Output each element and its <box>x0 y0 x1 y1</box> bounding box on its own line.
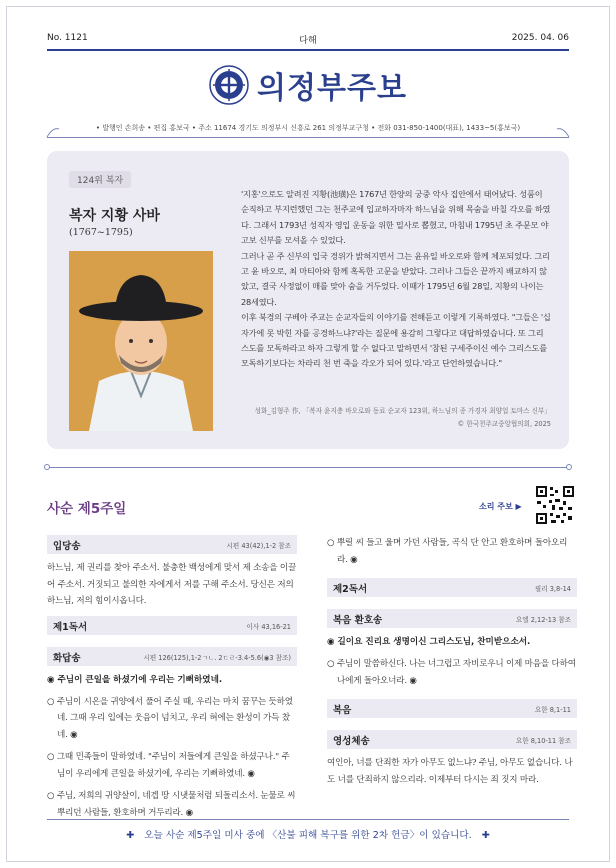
scripture-ref: 필리 3,8-14 <box>534 585 571 593</box>
scripture-ref: 시편 43(42),1-2 참조 <box>226 542 291 550</box>
biography-paragraph: '지홍'으로도 알려진 지황(池璜)은 1767년 한양의 궁중 악사 집안에서 태어났다. 성품이 순직하고 부지런했던 그는 천주교에 입교하자마자 하느님을 위해 목숨을 바칠 각오를 하였다. 그래서 1793년 성직자 영입 운동을 위한 밀사로 뽑혔고, 마침내 1795년 초 주문모 야고보 신부를 모셔올 수 있었다. <box>241 189 551 246</box>
section-label: 화답송 <box>53 652 81 664</box>
issue-number: No. 1121 <box>47 33 88 43</box>
top-rule <box>47 49 569 51</box>
entrance-antiphon-header <box>47 535 297 554</box>
acclamation-verse: ○ 주님이 말씀하신다. 나는 너그럽고 자비로우니 이제 마음을 다하여 나에게 돌아오너라. ◉ <box>327 659 576 686</box>
saint-biography <box>241 187 551 372</box>
biography-paragraph: 그러나 곧 주 신부의 입국 경위가 밝혀지면서 그는 윤유일 바오로와 함께 체포되었다. 그리고 윤 바오로, 최 마티아와 함께 혹독한 고문을 받았다. 그러나 그들은 끝까지 배교하지 않았고, 결국 사정없이 매를 맞아 숨을 거두었다. 이때가 1795년 6월 28일, 지황의 나이는 28세였다. <box>241 250 550 307</box>
psalm-verse: ○ 주님, 저희의 귀양살이, 네겝 땅 시냇물처럼 되돌리소서. 눈물로 씨 뿌리던 사람들, 환호하며 거두리라. ◉ <box>47 791 296 818</box>
saint-tag: 124위 복자 <box>69 171 131 188</box>
collection-notice <box>47 827 569 841</box>
acclamation-response: ◉ 길이요 진리요 생명이신 그리스도님, 찬미받으소서. <box>327 637 531 647</box>
diocese-seal-icon <box>209 65 249 105</box>
section-label: 복음 환호송 <box>333 615 383 626</box>
section-label: 제1독서 <box>53 621 88 633</box>
first-reading-header <box>47 616 297 635</box>
saint-portrait-image <box>69 251 213 431</box>
top-bar <box>47 33 569 49</box>
saint-feature <box>47 151 569 449</box>
publisher-info: • 발행인 손희송 • 편집 홍보국 • 주소 11674 경기도 의정부시 신흥로 261 의정부교구청 • 전화 031-850-1400(대표), 1433~5(홍보국) <box>95 124 521 132</box>
second-reading-header <box>327 578 577 597</box>
liturgy-left-column <box>47 535 297 821</box>
section-label: 입당송 <box>53 541 81 552</box>
psalm-header <box>47 647 297 666</box>
scripture-ref: 이사 43,16-21 <box>246 622 291 631</box>
masthead <box>7 63 609 113</box>
communion-antiphon-text: 여인아, 너를 단죄한 자가 아무도 없느냐? 주님, 아무도 없습니다. 나도 너를 단죄하지 않으리라. 이제부터 다시는 죄 짓지 마라. <box>327 758 573 785</box>
psalm-verse: ○ 주님이 시온을 귀양에서 풀어 주실 때, 우리는 마치 꿈꾸는 듯하였네. 그때 우리 입에는 웃음이 넘치고, 우리 혀에는 환성이 가득 찼네. ◉ <box>47 696 293 740</box>
footer-rule <box>47 819 569 820</box>
section-label: 제2독서 <box>333 584 368 595</box>
liturgy-right-column <box>327 535 577 788</box>
psalm-verse: ○ 그때 민족들이 말하였네. "주님이 저들에게 큰일을 하셨구나." 주님이 우리에게 큰일을 하셨기에, 우리는 기뻐하였네. ◉ <box>47 752 290 779</box>
scripture-ref: 요엘 2,12-13 참조 <box>515 616 571 624</box>
notice-text: 오늘 사순 제5주일 미사 중에 〈산불 피해 복구를 위한 2차 헌금〉이 있습니다. <box>144 830 472 841</box>
saint-name: 복자 지황 사바 <box>69 208 160 224</box>
issue-date: 2025. 04. 06 <box>511 33 569 43</box>
scripture-ref: 요한 8,10-11 참조 <box>515 737 571 745</box>
biography-paragraph: 이후 북경의 구베아 주교는 순교자들의 이야기를 전해듣고 이렇게 기록하였다. "그들은 '십자가에 못 박힌 자를 공경하느냐?'라는 질문에 용감히 그렇다고 대답하였습니다. 또 그리스도를 모독하라고 하자 그렇게 할 수 없다고 말하면서 '참된 구세주이신 예수 그리스도를 모독하기보다는 차라리 천 번 죽을 각오가 되어 있다.'라고 단언하였습니다." <box>241 312 551 369</box>
cross-icon: ✚ <box>481 830 490 841</box>
scripture-ref: 요한 8,1-11 <box>534 706 571 714</box>
qr-code-icon[interactable] <box>535 485 575 525</box>
bulletin-page <box>6 6 610 862</box>
liturgical-year: 다해 <box>299 36 317 46</box>
cross-icon: ✚ <box>126 830 135 841</box>
credit-line: 성화_김형주 作, 「복자 윤지충 바오로와 동료 순교자 123위, 하느님의 종 가경자 최양업 토마스 신부」 <box>254 407 551 415</box>
gospel-header <box>327 699 577 718</box>
saint-years: (1767~1795) <box>69 227 133 238</box>
psalm-verse: ○ 뿌릴 씨 들고 울며 가던 사람들, 곡식 단 안고 환호하며 돌아오리라. ◉ <box>327 538 568 565</box>
communion-antiphon-header <box>327 730 577 749</box>
header-rule <box>47 137 569 138</box>
section-rule <box>47 467 569 468</box>
entrance-antiphon-text: 하느님, 제 권리를 찾아 주소서. 불충한 백성에게 맞서 제 소송을 이끌어 주소서. 거짓되고 불의한 자에게서 저를 구해 주소서. 당신은 저의 하느님, 저의 힘이시옵니다. <box>47 563 297 606</box>
rule-dot-icon <box>44 464 50 470</box>
copyright-line: © 한국천주교중앙협의회, 2025 <box>457 420 551 428</box>
image-credit <box>241 405 551 431</box>
section-label: 복음 <box>333 705 352 716</box>
newsletter-title: 의정부주보 <box>257 71 407 106</box>
audio-bulletin-link[interactable]: 소리 주보 ▶ <box>479 502 522 511</box>
psalm-response: ◉ 주님이 큰일을 하셨기에 우리는 기뻐하였네. <box>47 674 223 685</box>
rule-dot-icon <box>566 464 572 470</box>
gospel-acclamation-header <box>327 609 577 628</box>
sunday-title: 사순 제5주일 <box>47 501 127 517</box>
section-label: 영성체송 <box>333 736 370 747</box>
scripture-ref: 시편 126(125),1-2ㄱㄴ. 2ㄷㄹ-3.4-5.6(◉3 참조) <box>143 653 291 662</box>
